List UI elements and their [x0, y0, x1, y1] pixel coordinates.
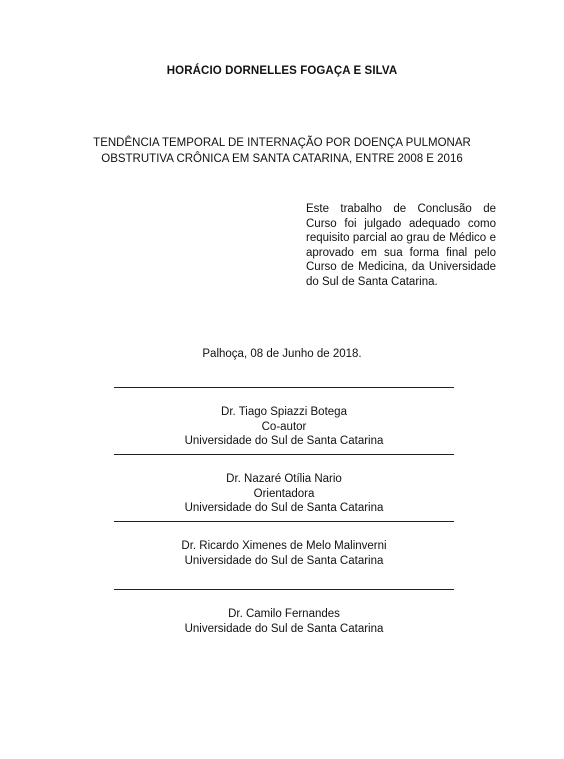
signature-line [114, 387, 454, 388]
signer-institution: Universidade do Sul de Santa Catarina [184, 502, 384, 514]
signature-line [114, 521, 454, 522]
signature-block-examiner-2 [114, 589, 454, 636]
signer-name: Dr. Camilo Fernandes [228, 608, 340, 620]
signer-name: Dr. Nazaré Otília Nario [226, 473, 342, 485]
signature-block-examiner-1 [114, 521, 454, 568]
signature-block-advisor [114, 454, 454, 516]
author-name: HORÁCIO DORNELLES FOGAÇA E SILVA [166, 65, 398, 77]
approval-statement: Este trabalho de Conclusão de Curso foi julgado adequado como requisito parcial ao grau de Médico e aprovado em sua forma final pelo Curso de Medicina, da Universidade do Sul de Santa Catarina. [306, 203, 496, 288]
signature-line [114, 589, 454, 590]
signer-institution: Universidade do Sul de Santa Catarina [184, 554, 384, 567]
work-title [0, 135, 564, 167]
signer-name: Dr. Ricardo Ximenes de Melo Malinverni [181, 540, 387, 552]
work-title-line-1: TENDÊNCIA TEMPORAL DE INTERNAÇÃO POR DOENÇA PULMONAR [93, 137, 471, 149]
signer-institution: Universidade do Sul de Santa Catarina [184, 622, 384, 635]
place-date: Palhoça, 08 de Junho de 2018. [202, 348, 362, 360]
signer-institution: Universidade do Sul de Santa Catarina [184, 435, 384, 447]
signer-name: Dr. Tiago Spiazzi Botega [221, 406, 347, 418]
work-title-line-2: OBSTRUTIVA CRÔNICA EM SANTA CATARINA, ENTRE 2008 E 2016 [101, 153, 463, 165]
signature-block-coauthor [114, 387, 454, 449]
signer-role: Co-autor [261, 420, 307, 433]
signer-role: Orientadora [253, 487, 315, 500]
signature-line [114, 454, 454, 455]
